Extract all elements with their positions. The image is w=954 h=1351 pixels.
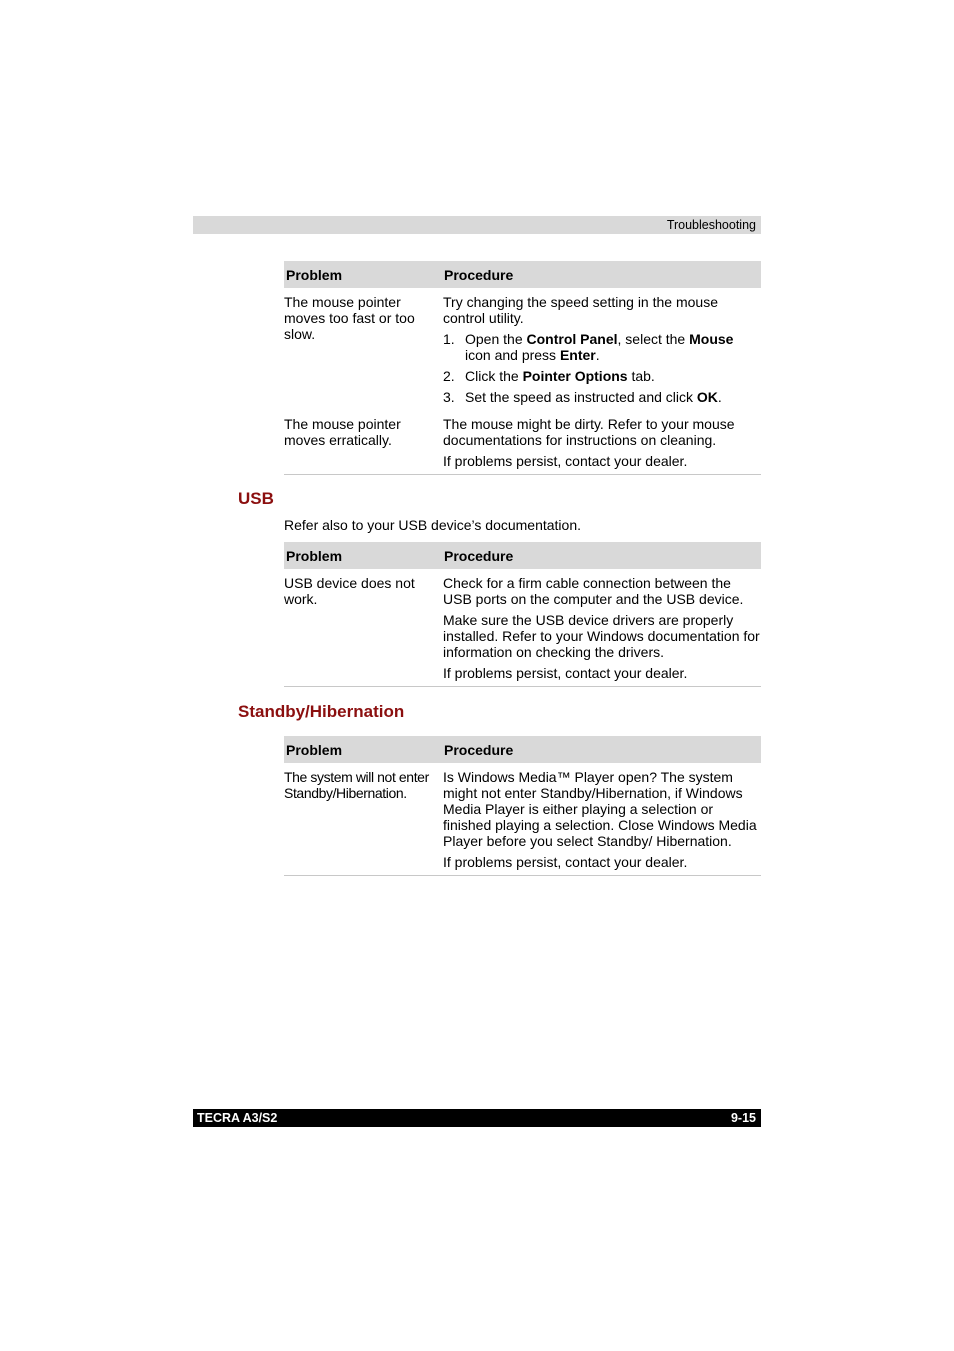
procedure-text: If problems persist, contact your dealer. [443,665,688,681]
problem-cell: The system will not enter Standby/Hibernation. [284,763,443,876]
procedure-step [443,331,761,363]
chapter-title: Troubleshooting [666,218,756,232]
table-row [284,763,761,876]
step-ui-term: Enter [559,347,596,363]
problem-cell: The mouse pointer moves erratically. [284,416,443,475]
step-number: 3. [443,389,455,405]
procedure-cell [443,288,761,416]
usb-intro: Refer also to your USB device’s documentation. [284,517,582,533]
step-ui-term: Pointer Options [522,368,628,384]
page-number: 9-15 [730,1111,756,1125]
step-text: icon and press [465,347,560,363]
problem-cell: The mouse pointer moves too fast or too slow. [284,294,415,342]
step-text: , select the [617,331,690,347]
step-number: 2. [443,368,455,384]
standby-problem-table [284,736,761,876]
procedure-column-header: Procedure [443,736,761,763]
step-text: . [595,347,600,363]
step-number: 1. [443,331,455,347]
procedure-cell [443,416,761,475]
step-ui-term: Control Panel [526,331,618,347]
problem-column-header: Problem [284,736,443,763]
table-header-row [284,261,761,288]
procedure-intro: Try changing the speed setting in the mouse control utility. [443,294,718,326]
usb-heading: USB [238,489,274,508]
procedure-step [443,368,761,384]
step-ui-term: OK [696,389,718,405]
procedure-text: Is Windows Media™ Player open? The system might not enter Standby/Hibernation, if Windows Media Player is either playing a selection or finished playing a selection. Close Windows Media Player before you select Standby/ Hibernation. [443,769,757,849]
procedure-steps [443,331,761,405]
problem-column-header: Problem [284,542,443,569]
procedure-text: If problems persist, contact your dealer. [443,854,688,870]
procedure-text: If problems persist, contact your dealer. [443,453,688,469]
running-header [193,216,761,234]
table-row [284,416,761,475]
table-header-row [284,542,761,569]
table-row [284,569,761,687]
usb-problem-table [284,542,761,687]
step-text: Click the [465,368,523,384]
procedure-column-header: Procedure [443,542,761,569]
procedure-text: Make sure the USB device drivers are properly installed. Refer to your Windows documentation for information on checking the drivers. [443,612,760,660]
procedure-text: Check for a firm cable connection between the USB ports on the computer and the USB device. [443,575,744,607]
table-header-row [284,736,761,763]
step-ui-term: Mouse [689,331,734,347]
step-text: Open the [465,331,527,347]
step-text: tab. [627,368,655,384]
procedure-text: The mouse might be dirty. Refer to your mouse documentations for instructions on cleaning. [443,416,735,448]
step-text: Set the speed as instructed and click [465,389,697,405]
problem-cell: USB device does not work. [284,569,443,687]
table-row [284,288,761,416]
procedure-cell [443,763,761,876]
procedure-step [443,389,761,405]
procedure-column-header: Procedure [443,261,761,288]
model-name: TECRA A3/S2 [197,1111,278,1125]
procedure-cell [443,569,761,687]
running-footer [193,1109,761,1127]
step-text: . [717,389,722,405]
problem-column-header: Problem [284,261,443,288]
standby-heading: Standby/Hibernation [238,702,405,721]
mouse-problem-table [284,261,761,475]
